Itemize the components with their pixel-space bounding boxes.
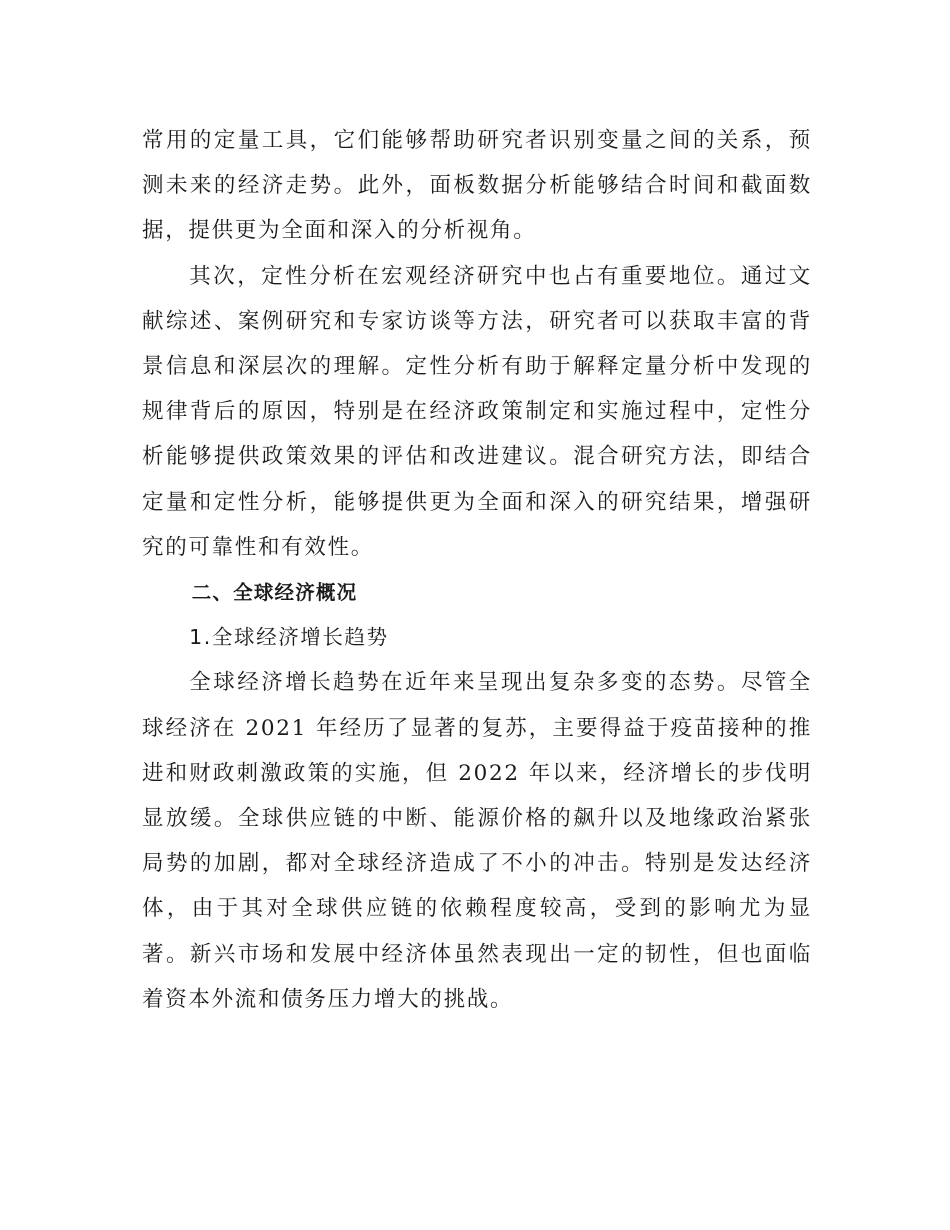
- section-heading-global-economy: 二、全球经济概况: [191, 581, 358, 605]
- document-body: [142, 118, 812, 1022]
- paragraph-qualitative-analysis: 其次，定性分析在宏观经济研究中也占有重要地位。通过文献综述、案例研究和专家访谈等方法，研究者可以获取丰富的背景信息和深层次的理解。定性分析有助于解释定量分析中发现的规律背后的原因，特别是在经济政策制定和实施过程中，定性分析能够提供政策效果的评估和改进建议。混合研究方法，即结合定量和定性分析，能够提供更为全面和深入的研究结果，增强研究的可靠性和有效性。: [142, 263, 812, 560]
- paragraph-growth-trend: 全球经济增长趋势在近年来呈现出复杂多变的态势。尽管全球经济在 2021 年经历了显著的复苏，主要得益于疫苗接种的推进和财政刺激政策的实施，但 2022 年以来，经济增长的步伐明显放缓。全球供应链的中断、能源价格的飙升以及地缘政治紧张局势的加剧，都对全球经济造成了不小的冲击。特别是发达经济体，由于其对全球供应链的依赖程度较高，受到的影响尤为显著。新兴市场和发展中经济体虽然表现出一定的韧性，但也面临着资本外流和债务压力增大的挑战。: [142, 670, 812, 1012]
- paragraph-quantitative-tools: 常用的定量工具，它们能够帮助研究者识别变量之间的关系，预测未来的经济走势。此外，面板数据分析能够结合时间和截面数据，提供更为全面和深入的分析视角。: [142, 128, 812, 244]
- subsection-heading-growth-trend: 1.全球经济增长趋势: [189, 625, 389, 650]
